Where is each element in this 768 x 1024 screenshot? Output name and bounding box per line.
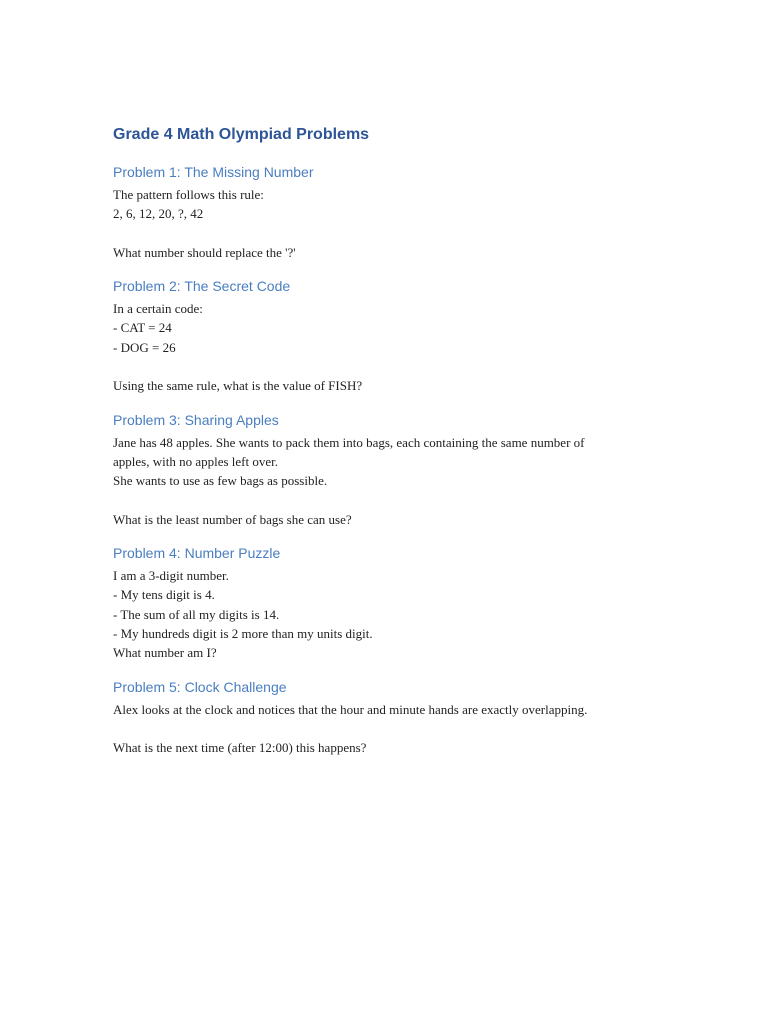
problem-heading: Problem 3: Sharing Apples bbox=[113, 411, 279, 428]
blank-line bbox=[113, 491, 673, 510]
blank-line bbox=[113, 719, 673, 738]
problem-text-line: The pattern follows this rule: bbox=[113, 187, 264, 202]
problem-text-line: She wants to use as few bags as possible. bbox=[113, 473, 328, 489]
problem-text-line: Alex looks at the clock and notices that the hour and minute hands are exactly overlapping. bbox=[113, 701, 588, 717]
blank-line bbox=[113, 357, 673, 376]
problem-question: What number should replace the '?' bbox=[113, 244, 296, 260]
problem-question: What number am I? bbox=[113, 645, 217, 661]
document-page bbox=[113, 124, 673, 772]
problem-text-line: - My tens digit is 4. bbox=[113, 587, 215, 603]
problem-question: Using the same rule, what is the value of FISH? bbox=[113, 378, 363, 394]
problem-3 bbox=[113, 410, 673, 529]
problem-text-line: - My hundreds digit is 2 more than my units digit. bbox=[113, 626, 373, 642]
problem-text-line: I am a 3-digit number. bbox=[113, 568, 229, 584]
problem-text-line: apples, with no apples left over. bbox=[113, 453, 278, 469]
problem-text-line: 2, 6, 12, 20, ?, 42 bbox=[113, 206, 204, 222]
problem-heading: Problem 4: Number Puzzle bbox=[113, 545, 281, 562]
problem-text-line: Jane has 48 apples. She wants to pack them into bags, each containing the same number of bbox=[113, 434, 585, 450]
problem-text-line: - The sum of all my digits is 14. bbox=[113, 606, 280, 622]
problem-4 bbox=[113, 543, 673, 662]
document-title: Grade 4 Math Olympiad Problems bbox=[113, 126, 370, 143]
problem-2 bbox=[113, 276, 673, 395]
problem-5 bbox=[113, 677, 673, 758]
problem-heading: Problem 5: Clock Challenge bbox=[113, 678, 287, 695]
problem-question: What is the next time (after 12:00) this happens? bbox=[113, 740, 367, 756]
problem-question: What is the least number of bags she can use? bbox=[113, 511, 352, 527]
problem-heading: Problem 2: The Secret Code bbox=[113, 278, 291, 295]
problem-1 bbox=[113, 162, 673, 262]
blank-line bbox=[113, 224, 673, 243]
problem-text-line: - CAT = 24 bbox=[113, 320, 172, 336]
problem-text-line: - DOG = 26 bbox=[113, 339, 176, 355]
problem-text-line: In a certain code: bbox=[113, 301, 203, 317]
problem-heading: Problem 1: The Missing Number bbox=[113, 164, 314, 180]
